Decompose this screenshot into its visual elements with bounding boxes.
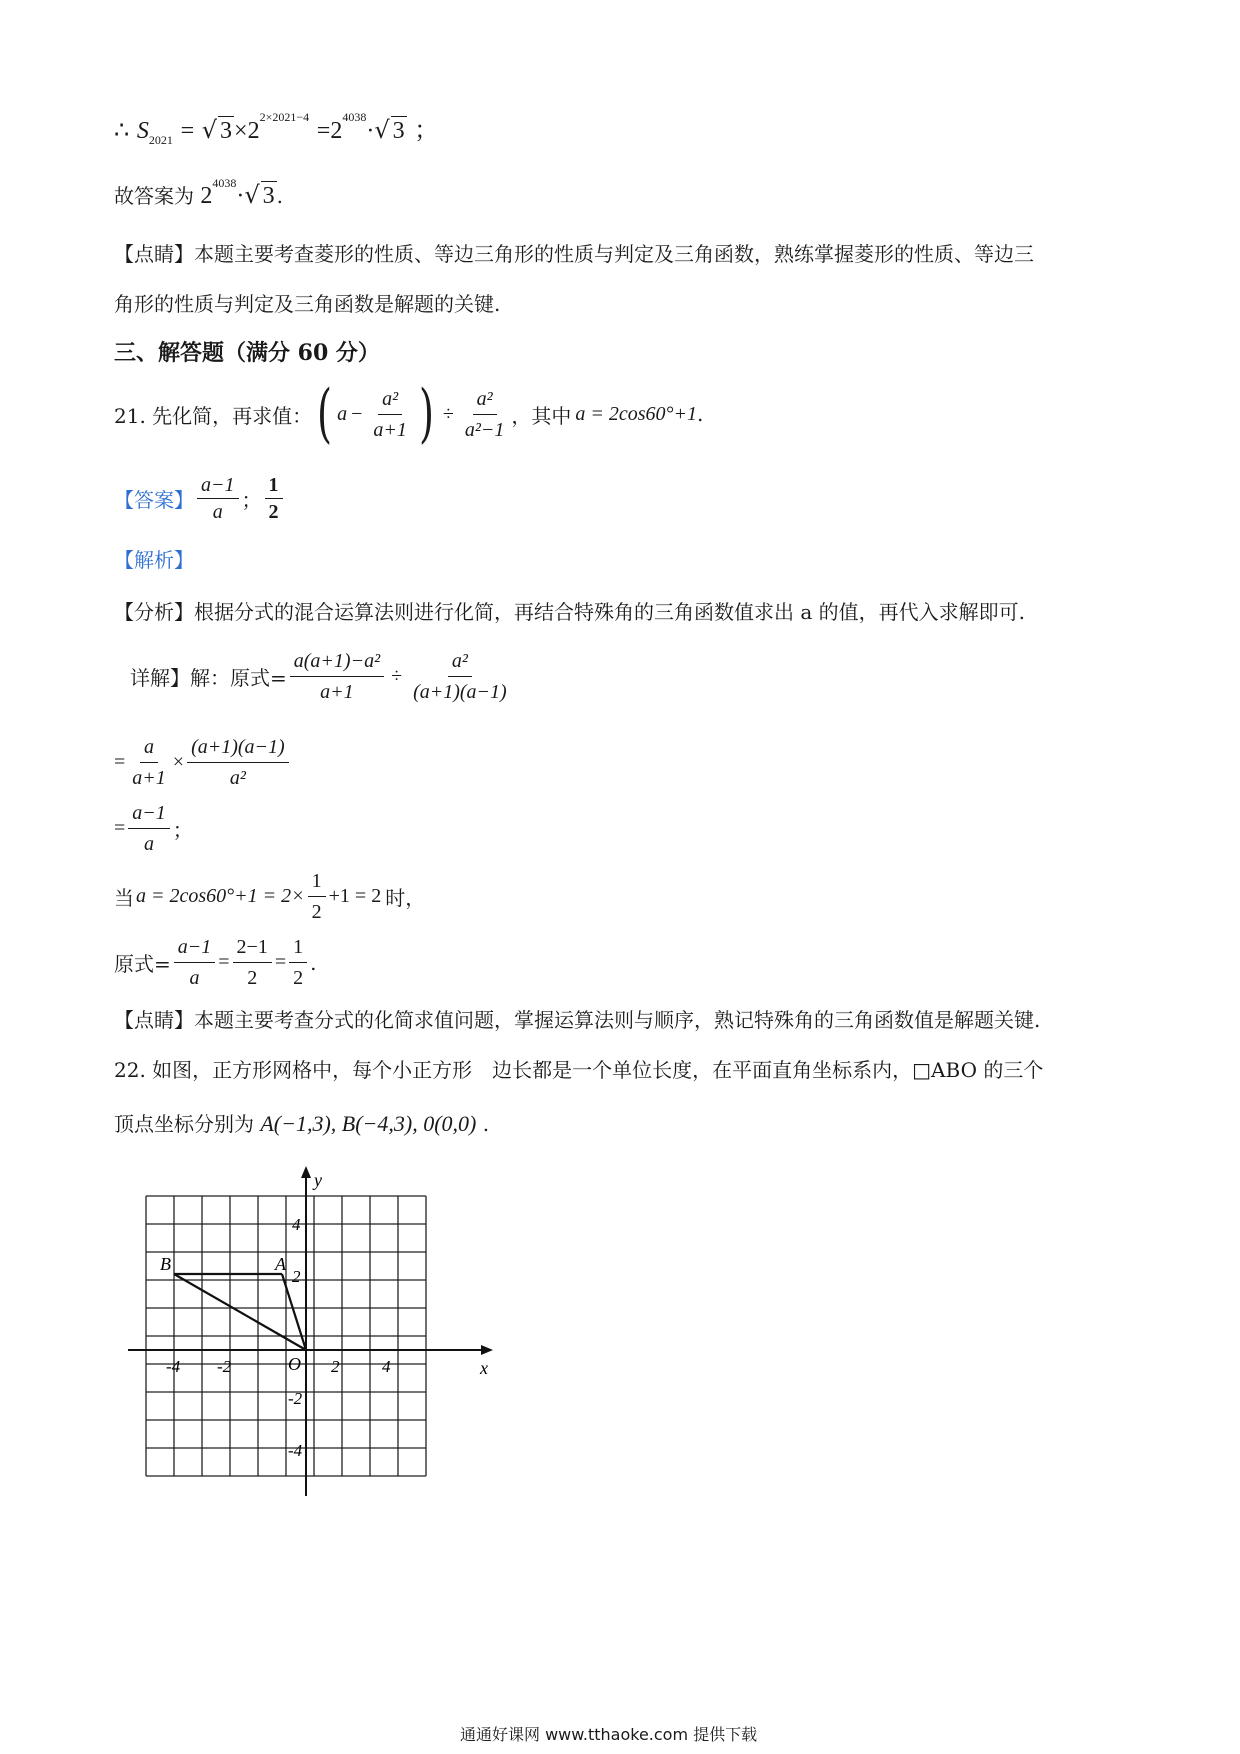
exponent-1: 2×2021−4 bbox=[259, 110, 310, 124]
denominator: 2 bbox=[311, 901, 322, 923]
fraction-a2-over-a2m1 bbox=[461, 384, 509, 445]
dot: · bbox=[366, 118, 375, 144]
step1-fraction bbox=[290, 646, 384, 707]
numerator: a−1 bbox=[197, 472, 239, 499]
y-tick-4: 4 bbox=[292, 1215, 301, 1234]
period: . bbox=[276, 184, 284, 208]
radical-sign: √ bbox=[374, 116, 390, 144]
detail-step-4 bbox=[114, 866, 425, 927]
divide: ÷ bbox=[442, 402, 454, 425]
grid-lines bbox=[146, 1196, 426, 1476]
detail-step-5 bbox=[114, 932, 316, 993]
semicolon: ； bbox=[172, 818, 193, 842]
period: . bbox=[482, 1112, 490, 1136]
x-axis-arrow bbox=[481, 1345, 493, 1355]
answer-line bbox=[114, 176, 284, 211]
detail-step-1 bbox=[130, 646, 514, 707]
dianjing-paragraph-2: 【点睛】本题主要考查分式的化简求值问题，掌握运算法则与顺序，熟记特殊角的三角函数值是解题关键. bbox=[114, 1008, 1041, 1032]
coordinate-grid-figure bbox=[128, 1164, 500, 1496]
y-tick-neg2: -2 bbox=[288, 1389, 303, 1408]
times-two: ×2 bbox=[234, 118, 260, 144]
numerator: a(a+1)−a² bbox=[290, 646, 384, 677]
y-axis-label: y bbox=[314, 1170, 322, 1190]
question-21 bbox=[114, 377, 704, 451]
radicand: 3 bbox=[262, 183, 275, 209]
radical-sign: √ bbox=[201, 116, 218, 144]
denominator: (a+1)(a−1) bbox=[413, 681, 507, 703]
semicolon: ； bbox=[414, 116, 439, 144]
detail-step-2 bbox=[114, 732, 292, 793]
step2b-fraction bbox=[187, 732, 289, 793]
q21-label: 21. 先化简，再求值： bbox=[114, 403, 313, 428]
divide: ÷ bbox=[391, 665, 403, 687]
dianjing-paragraph-1a: 【点睛】本题主要考查菱形的性质、等边三角形的性质与判定及三角函数，熟练掌握菱形的性质、等边三 bbox=[114, 242, 1034, 266]
original-expression-label: 原式= bbox=[114, 952, 171, 976]
q22-text: 顶点坐标分别为 bbox=[114, 1112, 254, 1136]
denominator: a²−1 bbox=[464, 418, 505, 441]
equals: = bbox=[274, 951, 287, 973]
when-text: 当 bbox=[114, 886, 134, 910]
x-axis-label: x bbox=[480, 1358, 488, 1378]
s-symbol: S bbox=[136, 118, 149, 144]
answer-text: 故答案为 bbox=[114, 184, 194, 208]
numerator: a² bbox=[448, 646, 472, 677]
times: × bbox=[172, 751, 185, 773]
x-tick-neg2: -2 bbox=[217, 1357, 232, 1376]
equals: = bbox=[114, 751, 126, 773]
denominator: 2 bbox=[247, 967, 258, 989]
formula-line-s2021 bbox=[114, 110, 438, 146]
step4-end: 时， bbox=[385, 886, 426, 910]
minus: − bbox=[351, 402, 363, 425]
answer-fraction bbox=[197, 472, 239, 525]
numerator: 2−1 bbox=[233, 932, 272, 963]
fraction-a2-over-a1 bbox=[369, 384, 411, 445]
left-paren: ( bbox=[317, 377, 333, 451]
x-tick-4: 4 bbox=[382, 1357, 391, 1376]
step2-fraction bbox=[128, 732, 170, 793]
numerator: a² bbox=[473, 384, 497, 415]
exponent-2: 4038 bbox=[342, 110, 367, 124]
step5b-fraction bbox=[233, 932, 272, 993]
page-footer: 通通好课网 www.tthaoke.com 提供下载 bbox=[460, 1725, 758, 1744]
grid-svg bbox=[128, 1164, 500, 1496]
denominator: a bbox=[212, 501, 223, 523]
denominator: a bbox=[144, 833, 155, 855]
step4-tail: +1 = 2 bbox=[328, 885, 382, 907]
equals-two: =2 bbox=[316, 118, 343, 144]
exponent: 4038 bbox=[212, 176, 237, 191]
answer-value-fraction bbox=[265, 472, 283, 525]
step5-fraction bbox=[174, 932, 216, 993]
step4-math: a = 2cos60°+1 = 2× bbox=[136, 885, 305, 907]
numerator: a−1 bbox=[174, 932, 216, 963]
numerator: a² bbox=[378, 384, 402, 415]
right-paren: ) bbox=[418, 377, 434, 451]
axes bbox=[128, 1166, 493, 1496]
s-subscript: 2021 bbox=[148, 132, 173, 147]
point-a-label: A bbox=[275, 1254, 286, 1274]
dianjing-paragraph-1b: 角形的性质与判定及三角函数是解题的关键. bbox=[114, 292, 501, 316]
q22-coordinates: A(−1,3), B(−4,3), 0(0,0) bbox=[260, 1111, 477, 1136]
numerator: a−1 bbox=[128, 798, 170, 829]
numerator: 1 bbox=[289, 932, 307, 963]
radicand: 3 bbox=[392, 118, 405, 144]
base: 2 bbox=[200, 183, 213, 209]
denominator: a² bbox=[229, 767, 246, 789]
y-axis-arrow bbox=[301, 1166, 311, 1178]
step3-fraction bbox=[128, 798, 170, 859]
period: . bbox=[310, 950, 317, 975]
question-22-line-b bbox=[114, 1108, 489, 1137]
dot: · bbox=[236, 183, 245, 209]
equals: = bbox=[218, 951, 230, 973]
step5c-fraction bbox=[289, 932, 307, 993]
separator: ； bbox=[241, 488, 262, 512]
therefore-symbol: ∴ bbox=[114, 116, 130, 144]
denominator: 2 bbox=[293, 967, 304, 989]
denominator: 2 bbox=[268, 501, 279, 523]
question-22-line-a: 22. 如图，正方形网格中，每个小正方形 边长都是一个单位长度，在平面直角坐标系内，□ABO 的三个 bbox=[114, 1058, 1044, 1082]
y-tick-2: 2 bbox=[292, 1267, 301, 1286]
period: . bbox=[697, 402, 704, 426]
numerator: (a+1)(a−1) bbox=[187, 732, 289, 763]
origin-label: O bbox=[288, 1354, 301, 1374]
equals: = bbox=[114, 817, 126, 839]
x-tick-neg4: -4 bbox=[166, 1357, 181, 1376]
answer-tag: 【答案】 bbox=[114, 488, 194, 512]
y-tick-neg4: -4 bbox=[288, 1441, 303, 1460]
detail-label: 详解】解：原式= bbox=[130, 666, 287, 690]
fenxi-paragraph: 【分析】根据分式的混合运算法则进行化简，再结合特殊角的三角函数值求出 a 的值，再代入求解即可. bbox=[114, 600, 1025, 624]
x-tick-2: 2 bbox=[331, 1357, 340, 1376]
numerator: 1 bbox=[265, 472, 283, 499]
denominator: a+1 bbox=[373, 418, 407, 441]
equals: = bbox=[180, 118, 195, 144]
detail-step-3 bbox=[114, 798, 193, 859]
numerator: a bbox=[140, 732, 158, 763]
jiexi-tag: 【解析】 bbox=[114, 548, 194, 572]
numerator: 1 bbox=[308, 866, 326, 897]
radical-sign: √ bbox=[244, 181, 260, 209]
denominator: a+1 bbox=[132, 767, 166, 789]
one-half-fraction bbox=[308, 866, 326, 927]
step1b-fraction bbox=[409, 646, 511, 707]
denominator: a bbox=[189, 967, 200, 989]
var-a: a bbox=[337, 402, 348, 425]
radicand: 3 bbox=[220, 118, 233, 144]
section-heading: 三、解答题（满分 60 分） bbox=[114, 340, 380, 366]
condition-text: ，其中 bbox=[511, 403, 572, 428]
condition-math: a = 2cos60°+1 bbox=[575, 402, 698, 425]
denominator: a+1 bbox=[320, 681, 354, 703]
answer-row bbox=[114, 472, 286, 525]
point-b-label: B bbox=[160, 1254, 171, 1274]
